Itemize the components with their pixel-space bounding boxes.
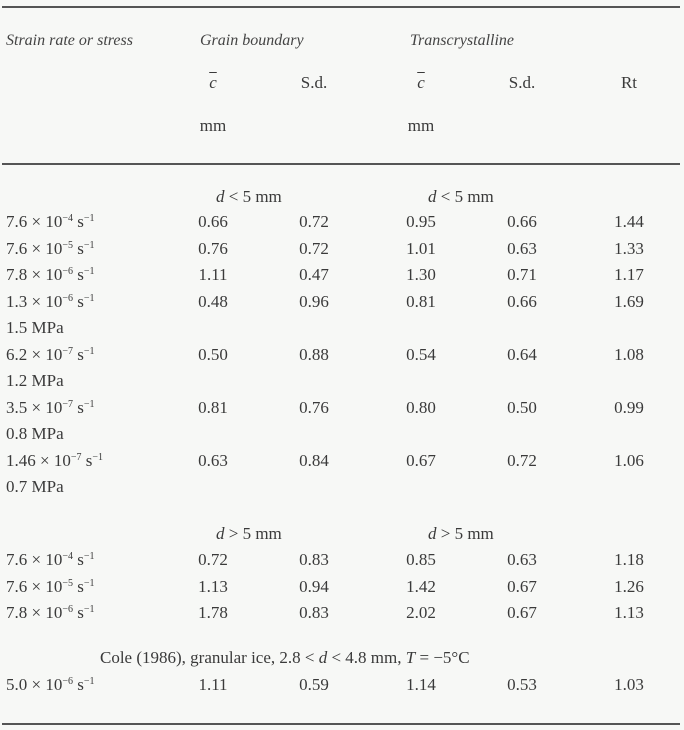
value-cell-tc-sd: 0.66 [507, 212, 537, 231]
value-cell-gb-c: 1.78 [198, 603, 228, 622]
value-cell-rt: 1.26 [614, 576, 644, 596]
section-label-gb: d < 5 mm [216, 187, 282, 206]
value-cell-gb-sd: 0.83 [299, 603, 329, 622]
value-cell-tc-c: 1.30 [406, 265, 436, 284]
strain-rate-cell: $5.0 \times 10^{-6}$ $s^{-1}$ [6, 675, 95, 694]
value-cell-gb-sd: 0.47 [299, 265, 329, 284]
value-cell-gb-c: 1.11 [198, 265, 228, 284]
header-rt: Rt [620, 73, 638, 92]
header-transcrystalline: Transcrystalline [410, 32, 515, 49]
value-cell-tc-c: 0.54 [406, 344, 436, 364]
value-cell-tc-sd: 0.67 [507, 603, 537, 622]
value-cell-tc-sd: 0.50 [507, 397, 537, 417]
cole-caption: Cole (1986), granular ice, 2.8 < d < 4.8 mm, T = −5°C [100, 648, 470, 667]
value-cell-gb-sd: 0.59 [299, 675, 329, 694]
value-cell-rt: 1.69 [614, 291, 644, 311]
header-gb-sd: S.d. [300, 73, 328, 92]
value-cell-tc-c: 0.85 [406, 550, 436, 569]
value-cell-rt: 1.06 [614, 450, 644, 470]
strain-rate-cell: $6.2 \times 10^{-7}$ $s^{-1}$ [6, 344, 95, 364]
value-cell-tc-sd: 0.66 [507, 291, 537, 311]
value-cell-gb-c: 0.66 [198, 212, 228, 231]
value-cell-rt: 1.44 [614, 212, 644, 231]
stress-cell: 1.5 MPa [6, 318, 64, 337]
value-cell-rt: 1.13 [614, 603, 644, 622]
header-grain-boundary: Grain boundary [200, 32, 304, 49]
stress-cell: 1.2 MPa [6, 371, 64, 390]
value-cell-gb-c: 0.72 [198, 550, 228, 569]
value-cell-gb-c: 0.48 [198, 291, 228, 311]
strain-rate-cell: $7.6 \times 10^{-5}$ $s^{-1}$ [6, 576, 95, 596]
header-tc-sd: S.d. [508, 73, 536, 92]
section-label-tc: d < 5 mm [428, 187, 494, 206]
value-cell-gb-c: 0.63 [198, 450, 228, 470]
value-cell-gb-c: 1.11 [198, 675, 228, 694]
value-cell-gb-sd: 0.83 [299, 550, 329, 569]
value-cell-tc-sd: 0.53 [507, 675, 537, 694]
section-label-gb-large: d > 5 mm [216, 524, 282, 543]
bottom-rule [2, 723, 680, 725]
value-cell-gb-sd: 0.88 [299, 344, 329, 364]
header-strain-rate: Strain rate or stress [6, 32, 133, 49]
value-cell-gb-c: 0.50 [198, 344, 228, 364]
value-cell-gb-c: 1.13 [198, 576, 228, 596]
value-cell-tc-c: 1.42 [406, 576, 436, 596]
header-tc-unit: mm [407, 116, 435, 135]
value-cell-gb-sd: 0.96 [299, 291, 329, 311]
value-cell-gb-c: 0.76 [198, 238, 228, 258]
value-cell-tc-sd: 0.67 [507, 576, 537, 596]
header-gb-c-bar: $\overline{c}$ [209, 73, 217, 92]
strain-rate-cell: $3.5 \times 10^{-7}$ $s^{-1}$ [6, 397, 95, 417]
stress-cell: 0.7 MPa [6, 477, 64, 496]
value-cell-gb-sd: 0.94 [299, 576, 329, 596]
value-cell-tc-c: 2.02 [406, 603, 436, 622]
strain-rate-cell: $7.6 \times 10^{-4}$ $s^{-1}$ [6, 212, 95, 231]
value-cell-tc-sd: 0.63 [507, 238, 537, 258]
section-label-tc-large: d > 5 mm [428, 524, 494, 543]
value-cell-tc-c: 0.95 [406, 212, 436, 231]
strain-rate-cell: $7.6 \times 10^{-4}$ $s^{-1}$ [6, 550, 95, 569]
header-gb-unit: mm [199, 116, 227, 135]
value-cell-rt: 0.99 [614, 397, 644, 417]
value-cell-gb-sd: 0.72 [299, 212, 329, 231]
value-cell-tc-c: 1.14 [406, 675, 436, 694]
value-cell-rt: 1.18 [614, 550, 644, 569]
stress-cell: 0.8 MPa [6, 424, 64, 443]
top-rule [2, 6, 680, 8]
value-cell-rt: 1.08 [614, 344, 644, 364]
value-cell-tc-c: 1.01 [406, 238, 436, 258]
value-cell-rt: 1.03 [614, 675, 644, 694]
strain-rate-cell: $7.8 \times 10^{-6}$ $s^{-1}$ [6, 265, 95, 284]
strain-rate-cell: $7.8 \times 10^{-6}$ $s^{-1}$ [6, 603, 95, 622]
strain-rate-cell: $7.6 \times 10^{-5}$ $s^{-1}$ [6, 238, 95, 258]
value-cell-rt: 1.33 [614, 238, 644, 258]
header-tc-c-bar: $\overline{c}$ [417, 73, 425, 92]
value-cell-gb-sd: 0.72 [299, 238, 329, 258]
value-cell-tc-sd: 0.71 [507, 265, 537, 284]
value-cell-tc-c: 0.67 [406, 450, 436, 470]
value-cell-tc-c: 0.81 [406, 291, 436, 311]
value-cell-gb-sd: 0.84 [299, 450, 329, 470]
value-cell-tc-sd: 0.72 [507, 450, 537, 470]
value-cell-tc-c: 0.80 [406, 397, 436, 417]
header-rule [2, 163, 680, 165]
value-cell-tc-sd: 0.64 [507, 344, 537, 364]
value-cell-rt: 1.17 [614, 265, 644, 284]
value-cell-tc-sd: 0.63 [507, 550, 537, 569]
value-cell-gb-sd: 0.76 [299, 397, 329, 417]
value-cell-gb-c: 0.81 [198, 397, 228, 417]
strain-rate-cell: $1.3 \times 10^{-6}$ $s^{-1}$ [6, 291, 95, 311]
strain-rate-cell: $1.46 \times 10^{-7}$ $s^{-1}$ [6, 450, 103, 470]
